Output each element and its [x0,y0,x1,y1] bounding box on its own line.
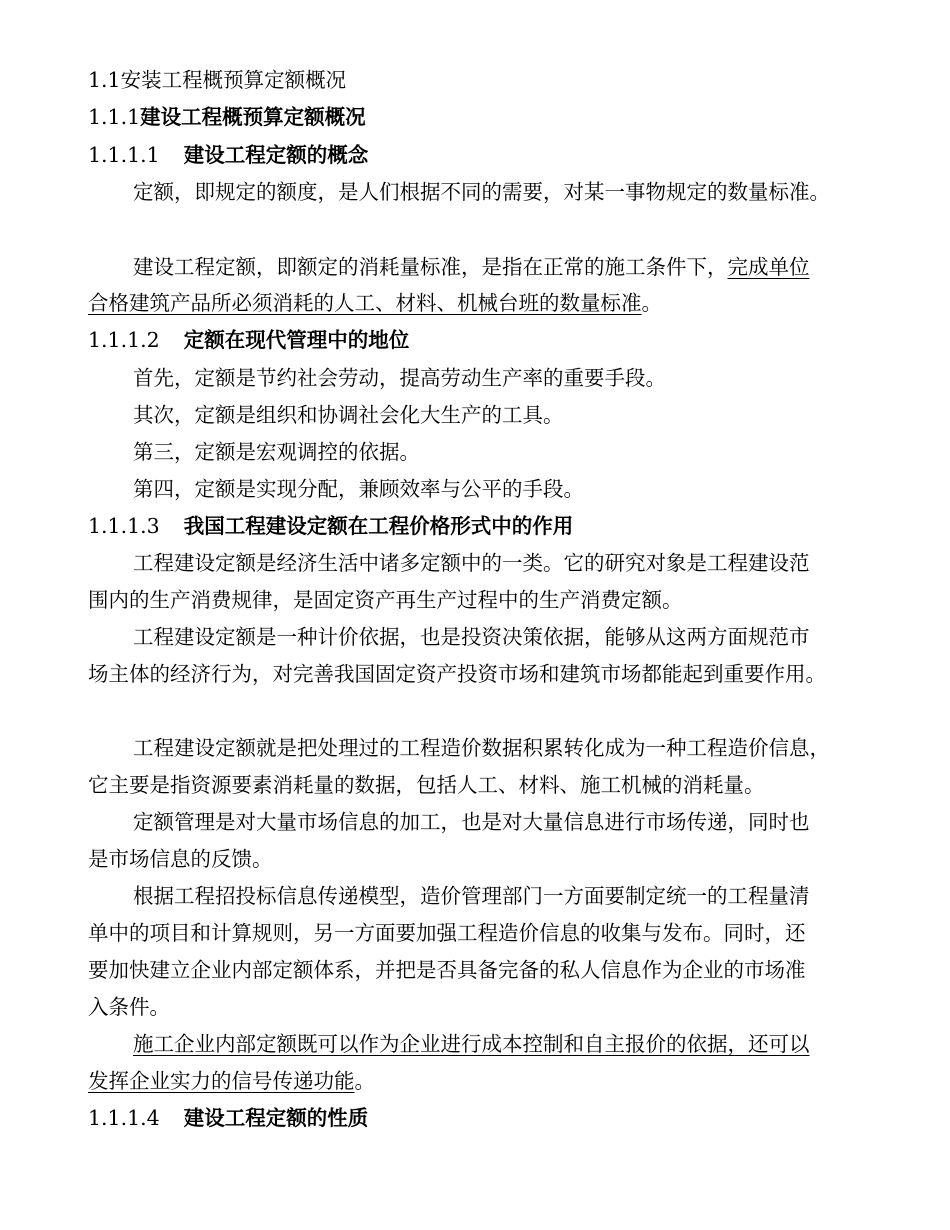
paragraph-text: 是市场信息的反馈。 [88,847,273,871]
paragraph-text: 围内的生产消费规律，是固定资产再生产过程中的生产消费定额。 [88,588,683,612]
heading-3-3-title: 我国工程建设定额在工程价格形式中的作用 [183,514,574,538]
heading-1-number: 1.1 [88,68,121,92]
heading-3-1-number: 1.1.1.1 [88,143,160,167]
paragraph [133,438,420,466]
heading-3-3 [88,512,573,540]
heading-3-4-title: 建设工程定额的性质 [183,1106,369,1130]
underlined-text: 完成单位 [727,255,810,279]
heading-2-number: 1.1.1 [88,105,141,129]
paragraph [133,808,810,836]
paragraph-text: 根据工程招投标信息传递模型，造价管理部门一方面要制定统一的工程量清 [133,884,810,908]
paragraph [133,364,666,392]
heading-3-2 [88,326,409,354]
paragraph-continuation [88,956,806,984]
paragraph-continuation [88,1067,375,1095]
paragraph-continuation [88,586,683,614]
heading-3-4-number: 1.1.1.4 [88,1106,160,1130]
heading-2 [88,103,366,131]
paragraph [133,178,830,206]
paragraph [133,734,830,762]
paragraph [133,253,810,281]
paragraph-text: 定额，即规定的额度，是人们根据不同的需要，对某一事物规定的数量标准。 [133,180,830,204]
underlined-text: 施工企业内部定额既可以作为企业进行成本控制和自主报价的依据，还可以 [133,1032,810,1056]
paragraph-continuation [88,993,170,1021]
paragraph-text: 场主体的经济行为，对完善我国固定资产投资市场和建筑市场都能起到重要作用。 [88,662,826,686]
paragraph [133,1030,810,1058]
paragraph-text: 建设工程定额，即额定的消耗量标准，是指在正常的施工条件下， [133,255,728,279]
paragraph-text: 要加快建立企业内部定额体系，并把是否具备完备的私人信息作为企业的市场准 [88,958,806,982]
heading-3-3-number: 1.1.1.3 [88,514,160,538]
paragraph-text: 单中的项目和计算规则，另一方面要加强工程造价信息的收集与发布。同时，还 [88,921,806,945]
heading-3-4 [88,1104,368,1132]
underlined-text: 发挥企业实力的信号传递功能 [88,1069,355,1093]
underlined-text: 合格建筑产品所必须消耗的人工、材料、机械台班的数量标准 [88,291,642,315]
paragraph [133,882,810,910]
paragraph [133,623,810,651]
paragraph-text: 工程建设定额是经济生活中诸多定额中的一类。它的研究对象是工程建设范 [133,551,810,575]
paragraph-text: 其次，定额是组织和协调社会化大生产的工具。 [133,403,564,427]
paragraph [133,475,584,503]
paragraph-continuation [88,771,765,799]
heading-1 [88,66,346,94]
paragraph-text: 。 [641,291,662,315]
heading-1-title: 安装工程概预算定额概况 [120,68,347,92]
paragraph [133,549,810,577]
heading-3-1 [88,141,368,169]
paragraph-text: 第三，定额是宏观调控的依据。 [133,440,420,464]
paragraph-text: 工程建设定额是一种计价依据，也是投资决策依据，能够从这两方面规范市 [133,625,810,649]
heading-3-1-title: 建设工程定额的概念 [183,143,369,167]
paragraph-text: 。 [354,1069,375,1093]
heading-3-2-number: 1.1.1.2 [88,328,160,352]
paragraph [133,401,564,429]
paragraph-text: 入条件。 [88,995,170,1019]
paragraph-continuation [88,845,273,873]
paragraph-continuation [88,289,662,317]
paragraph-continuation [88,660,826,688]
paragraph-text: 定额管理是对大量市场信息的加工，也是对大量信息进行市场传递，同时也 [133,810,810,834]
paragraph-text: 首先，定额是节约社会劳动，提高劳动生产率的重要手段。 [133,366,666,390]
heading-3-2-title: 定额在现代管理中的地位 [183,328,410,352]
heading-2-title: 建设工程概预算定额概况 [140,105,366,129]
paragraph-text: 第四，定额是实现分配，兼顾效率与公平的手段。 [133,477,584,501]
paragraph-continuation [88,919,806,947]
paragraph-text: 工程建设定额就是把处理过的工程造价数据积累转化成为一种工程造价信息， [133,736,830,760]
paragraph-text: 它主要是指资源要素消耗量的数据，包括人工、材料、施工机械的消耗量。 [88,773,765,797]
